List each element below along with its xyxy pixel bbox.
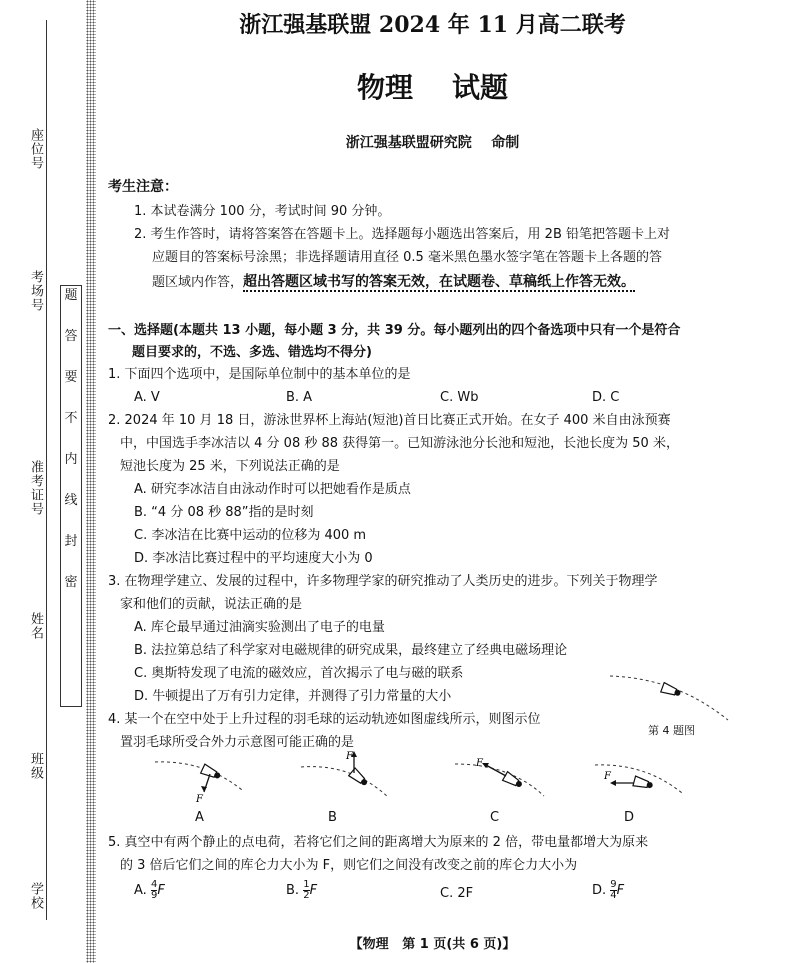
q2-stem-cont: 短池长度为 25 米，下列说法正确的是 [120,459,340,474]
q4-figure-caption: 第 4 题图 [648,724,695,737]
binding-line [46,20,47,920]
q4-label-c: C [490,810,500,825]
q2-option-a: A. 研究李冰洁自由泳动作时可以把她看作是质点 [134,482,411,497]
subject-title: 物理 试题 [357,71,508,104]
force-label: F [476,758,483,769]
notice-item: 2. 考生作答时，请将答案答在答题卡上。选择题每小题选出答案后，用 2B 铅笔把答题卡上对 [134,227,670,242]
room-label: 考场号 [28,270,43,312]
q5-stem-cont: 的 3 倍后它们之间的库仑力大小为 F，则它们之间没有改变之前的库仑力大小为 [120,858,578,873]
force-label: F [604,771,611,782]
seal-char: 答 [64,329,78,344]
section-heading: 一、选择题(本题共 13 小题，每小题 3 分，共 39 分。每小题列出的四个备选项中只有一个是符合 [108,323,681,338]
q5-stem: 5. 真空中有两个静止的点电荷，若将它们之间的距离增大为原来的 2 倍，带电量都增大为原来 [108,835,649,850]
notice-item: 1. 本试卷满分 100 分，考试时间 90 分钟。 [134,204,391,219]
q2-option-d: D. 李冰洁比赛过程中的平均速度大小为 0 [134,551,373,566]
page-footer: 【物理 第 1 页(共 6 页)】 [349,937,516,952]
seal-char: 题 [64,288,78,303]
q4-label-d: D [624,810,635,825]
q4-stem-cont: 置羽毛球所受合外力示意图可能正确的是 [120,735,355,750]
q2-option-b: B. “4 分 08 秒 88”指的是时刻 [134,505,314,520]
force-label: F [346,751,353,762]
author-line: 浙江强基联盟研究院 命制 [345,135,520,151]
seal-char: 线 [64,493,78,508]
q3-stem: 3. 在物理学建立、发展的过程中，许多物理学家的研究推动了人类历史的进步。下列关于物理学 [108,574,658,589]
q3-stem-cont: 家和他们的贡献，说法正确的是 [120,597,303,612]
q5-option-d: D. $\frac{9}{4}$ F [592,879,625,901]
seal-char: 内 [64,452,78,467]
school-label: 学校 [28,882,43,910]
notice-heading: 考生注意： [108,179,178,195]
q5-option-b: B. $\frac{1}{2}$ F [286,879,318,901]
q1-option-c: C. Wb [440,390,479,405]
name-label: 姓名 [28,612,43,640]
q2-stem-cont: 中，中国选手李冰洁以 4 分 08 秒 88 获得第一。已知游泳池分长池和短池，长池长度为 50 米， [120,436,679,451]
seal-box [60,285,82,707]
q3-option-c: C. 奥斯特发现了电流的磁效应，首次揭示了电与磁的联系 [134,666,464,681]
q2-stem: 2. 2024 年 10 月 18 日，游泳世界杯上海站(短池)首日比赛正式开始。在女子 400 米自由泳预赛 [108,413,671,428]
q5-option-a: A. $\frac{4}{9}$ F [134,879,165,901]
q3-option-b: B. 法拉第总结了科学家对电磁规律的研究成果，最终建立了经典电磁场理论 [134,643,568,658]
notice-emphasis: 超出答题区域书写的答案无效，在试题卷、草稿纸上作答无效。 [243,274,636,290]
class-label: 班级 [28,752,43,780]
ticket-label: 准考证号 [28,460,43,516]
section-heading-cont: 题目要求的，不选、多选、错选均不得分) [132,345,372,360]
seal-char: 密 [64,575,78,590]
q3-option-a: A. 库仑最早通过油滴实验测出了电子的电量 [134,620,385,635]
seal-char: 要 [64,370,78,385]
q4-option-d-figure [590,755,690,810]
seal-char: 不 [64,411,78,426]
seal-char: 封 [64,534,78,549]
q1-option-d: D. C [592,390,620,405]
q3-option-d: D. 牛顿提出了万有引力定律，并测得了引力常量的大小 [134,689,452,704]
notice-item: 题区域内作答，超出答题区域书写的答案无效，在试题卷、草稿纸上作答无效。 [152,274,636,290]
exam-title: 浙江强基联盟 2024 年 11 月高二联考 [239,12,626,38]
q5-option-c: C. 2F [440,886,474,901]
q1-stem: 1. 下面四个选项中，是国际单位制中的基本单位的是 [108,367,411,382]
q4-label-a: A [195,810,204,825]
shuttlecock-icon [661,683,682,699]
seat-label: 座位号 [28,128,43,170]
force-label: F [196,794,203,805]
q4-option-c-figure [450,750,550,810]
q4-option-a-figure [150,750,250,810]
q2-option-c: C. 李冰洁在比赛中运动的位移为 400 m [134,528,367,543]
q4-option-b-figure [296,745,396,810]
q1-option-a: A. V [134,390,160,405]
q1-option-b: B. A [286,390,313,405]
q4-stem: 4. 某一个在空中处于上升过程的羽毛球的运动轨迹如图虚线所示，则图示位 [108,712,541,727]
q4-label-b: B [328,810,337,825]
notice-item: 应题目的答案标号涂黑；非选择题请用直径 0.5 毫米黑色墨水签字笔在答题卡上各题的答 [152,250,662,265]
